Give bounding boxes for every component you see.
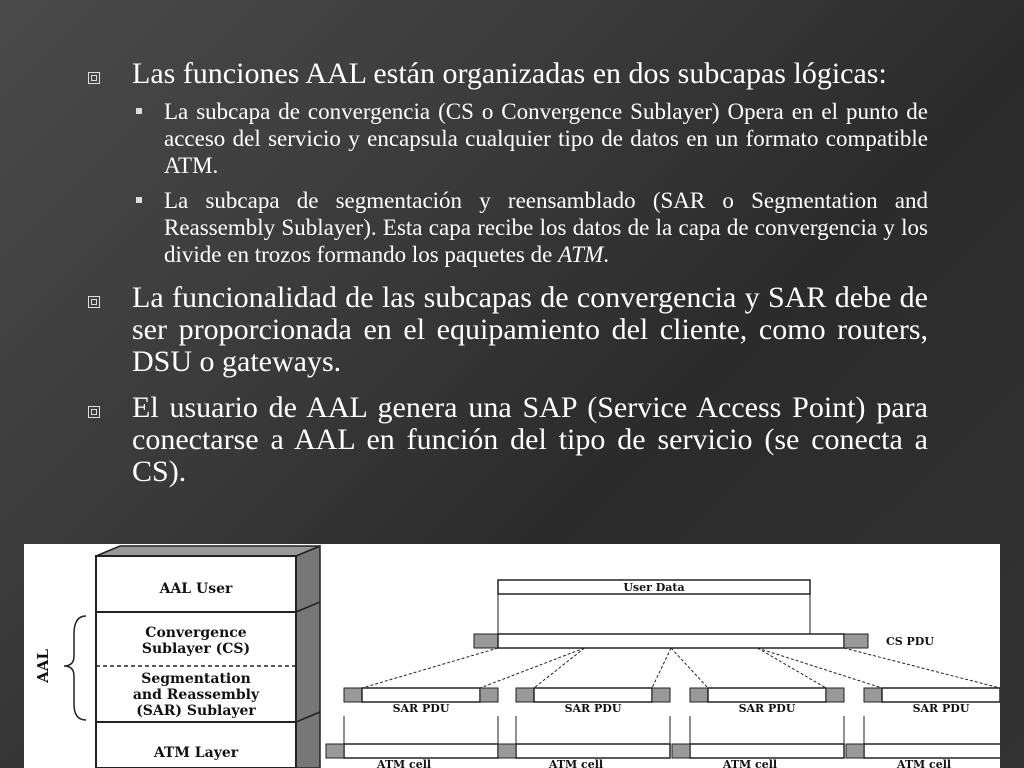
aal-brace <box>64 616 86 720</box>
square-bullet-icon <box>88 296 100 308</box>
atm-cell-box <box>344 744 498 758</box>
sar-trailer <box>826 688 844 702</box>
cs-trailer <box>844 634 868 648</box>
atm-cell-label: ATM cell <box>722 758 778 768</box>
stack-layer-label: and Reassembly <box>132 687 260 703</box>
aal-diagram <box>24 544 1000 768</box>
sar-trailer <box>652 688 670 702</box>
sub-bullet-item <box>136 187 928 268</box>
sar-pdu-label: SAR PDU <box>738 702 796 715</box>
stack-top <box>96 546 320 556</box>
atm-cell-label: ATM cell <box>896 758 952 768</box>
sub-bullet-text: La subcapa de segmentación y reensamblado (SAR o Segmentation and Reassembly Sublayer). Esta capa recibe los datos de la capa de convergencia y los divide en trozos formando los paquetes de ATM. <box>164 188 928 267</box>
atm-cell-label: ATM cell <box>376 758 432 768</box>
bullet-text: Las funciones AAL están organizadas en dos subcapas lógicas: <box>132 57 887 90</box>
small-square-bullet-icon <box>136 197 142 203</box>
sar-pdu-group <box>326 648 1000 768</box>
sub-bullet-text: La subcapa de convergencia (CS o Convergence Sublayer) Opera en el punto de acceso del servicio y encapsula cualquier tipo de datos en un formato compatible ATM. <box>164 99 928 178</box>
stack-layer-label: AAL User <box>159 581 233 597</box>
cs-header <box>474 634 498 648</box>
atm-cell-box <box>516 744 670 758</box>
atm-cell-header <box>498 744 516 758</box>
bullet-item <box>88 58 928 90</box>
small-square-bullet-icon <box>136 108 142 114</box>
bullet-list <box>88 58 928 488</box>
aal-label: AAL <box>34 649 52 683</box>
atm-cell-box <box>690 744 844 758</box>
atm-cell-box <box>864 744 1000 758</box>
atm-cell-header <box>846 744 864 758</box>
stack-layer-label: Convergence <box>145 625 247 641</box>
cs-pdu-box <box>498 634 844 648</box>
sar-header <box>690 688 708 702</box>
stack-layer-label: Segmentation <box>141 671 251 687</box>
sar-pdu-label: SAR PDU <box>392 702 450 715</box>
atm-cell-label: ATM cell <box>548 758 604 768</box>
sar-header <box>516 688 534 702</box>
stack-layer-label: Sublayer (CS) <box>141 641 251 657</box>
sar-pdu-payload <box>882 688 1000 702</box>
sar-header <box>344 688 362 702</box>
atm-cell-header <box>672 744 690 758</box>
aal-diagram-svg <box>24 544 1000 768</box>
bullet-text: El usuario de AAL genera una SAP (Service Access Point) para conectarse a AAL en función del tipo de servicio (se conecta a CS). <box>132 391 928 488</box>
user-data-label: User Data <box>623 581 685 594</box>
stack-layer-label: ATM Layer <box>153 745 239 761</box>
sar-pdu-payload <box>362 688 480 702</box>
sar-pdu-label: SAR PDU <box>912 702 970 715</box>
bullet-item <box>88 282 928 378</box>
sar-pdu-label: SAR PDU <box>564 702 622 715</box>
square-bullet-icon <box>88 406 100 418</box>
italic-atm: ATM <box>558 242 604 267</box>
sar-header <box>864 688 882 702</box>
bullet-item <box>88 392 928 488</box>
sar-pdu-payload <box>708 688 826 702</box>
bullet-text: La funcionalidad de las subcapas de convergencia y SAR debe de ser proporcionada en el equipamiento del cliente, como routers, DSU o gateways. <box>132 281 928 378</box>
stack-side <box>296 546 320 768</box>
stack-layer-label: (SAR) Sublayer <box>136 703 256 719</box>
sub-bullet-item <box>136 98 928 179</box>
sar-pdu-payload <box>534 688 652 702</box>
square-bullet-icon <box>88 72 100 84</box>
cs-pdu-label: CS PDU <box>886 635 934 648</box>
atm-cell-header <box>326 744 344 758</box>
sar-trailer <box>480 688 498 702</box>
